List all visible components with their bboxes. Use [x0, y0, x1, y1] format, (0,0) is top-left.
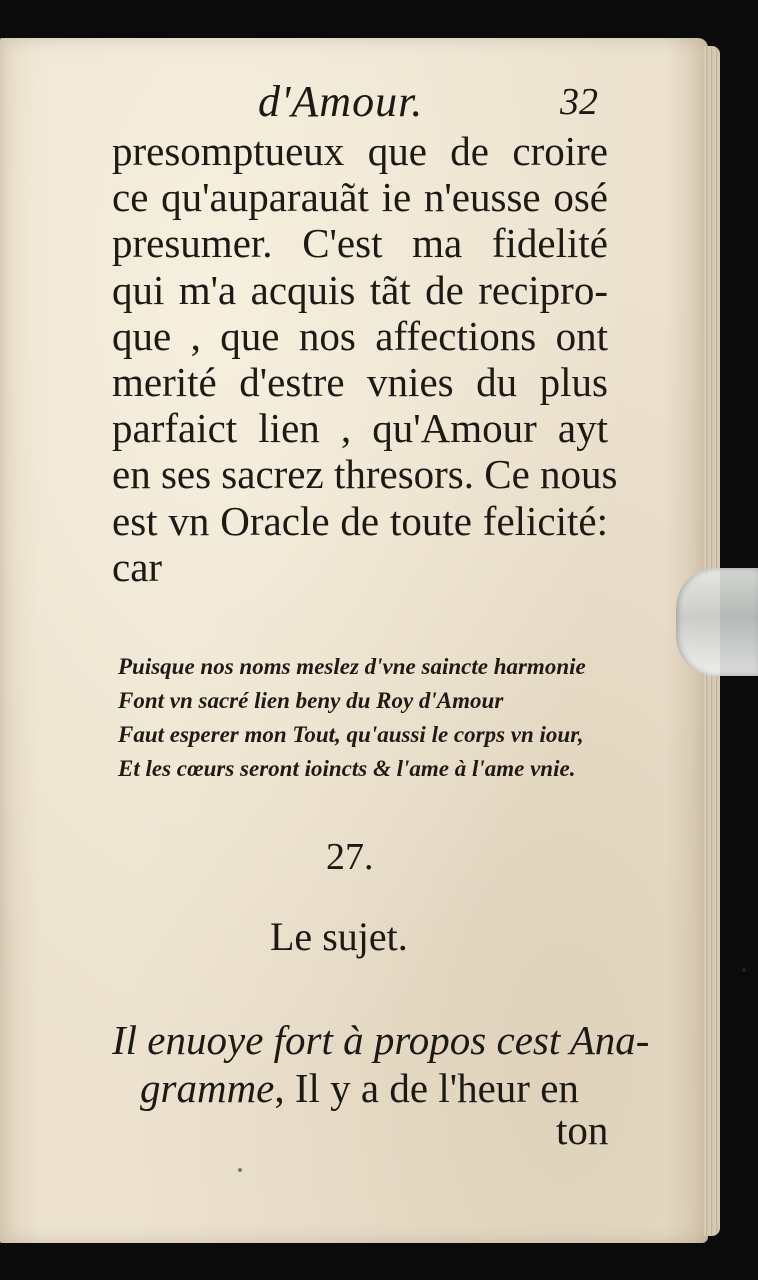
- body-line: parfaict lien , qu'Amour ayt: [112, 405, 608, 452]
- verse-line: Font vn sacré lien beny du Roy d'Amour: [118, 688, 504, 713]
- intro-line-rest: , Il y a de l'heur en: [274, 1065, 579, 1111]
- body-line: merité d'estre vnies du plus: [112, 359, 608, 406]
- section-title: Le sujet.: [270, 914, 408, 959]
- body-line: presomptueux que de croire: [112, 128, 608, 174]
- body-line: est vn Oracle de toute felicité:: [112, 497, 608, 544]
- body-line: que , que nos affections ont: [112, 312, 608, 359]
- intro-line: Il enuoye fort à propos cest Ana-: [112, 1017, 650, 1063]
- verse-line: Et les cœurs seront ioincts & l'ame à l'ame vnie.: [118, 756, 576, 781]
- body-line: ce qu'auparauãt ie n'eusse osé: [112, 174, 608, 221]
- section-number: 27.: [326, 836, 374, 878]
- intro-line: [140, 1064, 616, 1112]
- verse-line: Puisque nos noms meslez d'vne saincte harmonie: [118, 654, 586, 679]
- running-head: d'Amour.: [258, 77, 424, 126]
- verse-line: Faut esperer mon Tout, qu'aussi le corps vn iour,: [118, 722, 584, 747]
- page-number: 32: [560, 81, 598, 123]
- body-line: car: [112, 543, 163, 590]
- page-clip: [676, 568, 758, 676]
- intro-italic-word: gramme: [140, 1065, 275, 1111]
- body-line: presumer. C'est ma fidelité: [112, 220, 608, 267]
- body-text: [112, 128, 618, 590]
- verse-block: [118, 650, 622, 786]
- catchword: ton: [556, 1107, 609, 1153]
- ink-speck: [742, 968, 746, 972]
- ink-speck: [238, 1168, 242, 1172]
- body-line: qui m'a acquis tãt de recipro-: [112, 266, 608, 313]
- body-line: en ses sacrez thresors. Ce nous: [112, 451, 618, 498]
